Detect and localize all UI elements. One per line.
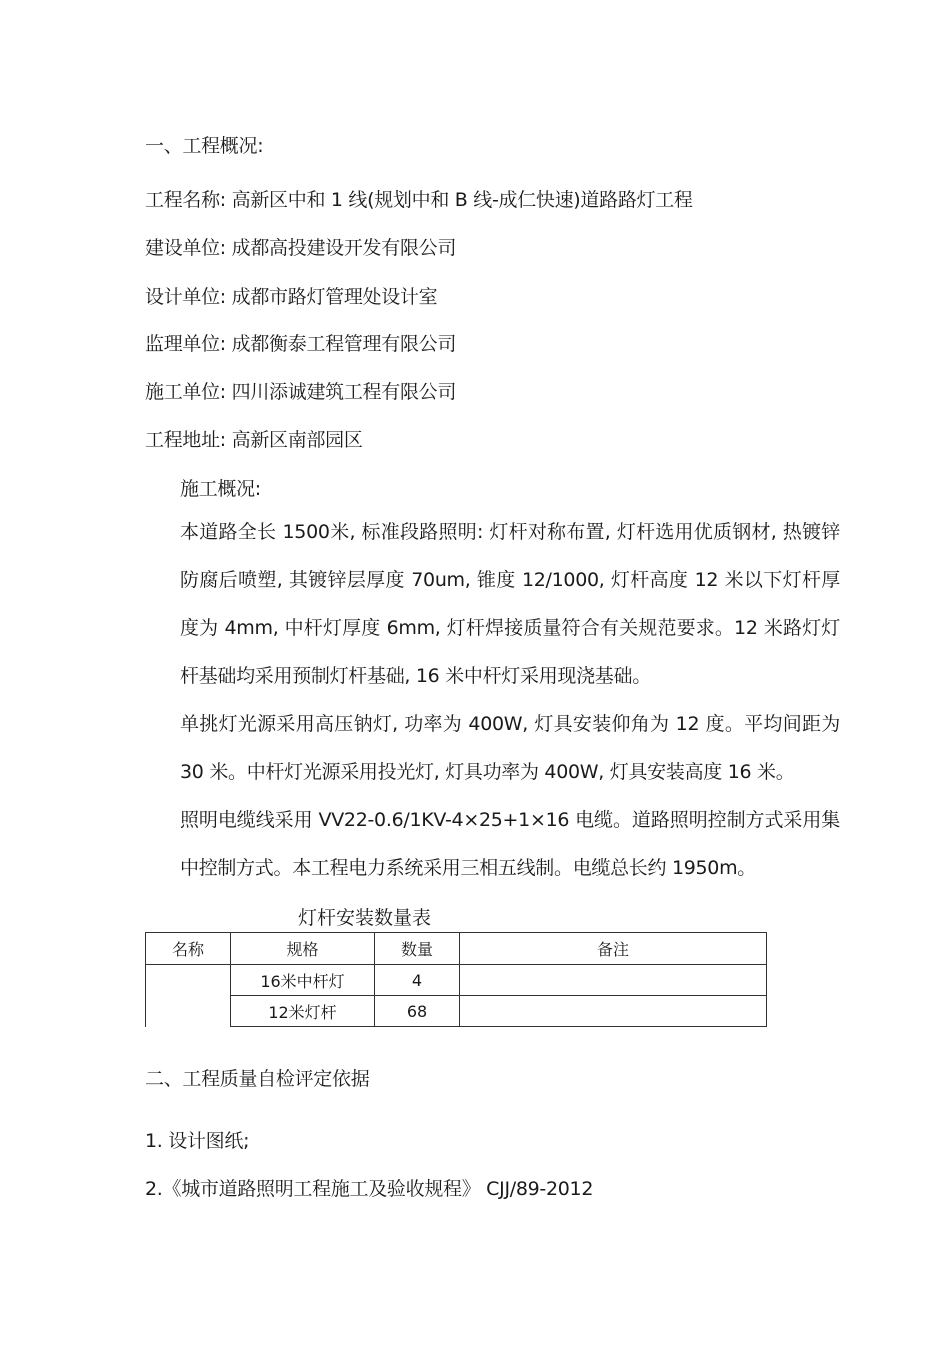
overview-paragraph-2 <box>145 700 840 796</box>
paragraph-text: 照明电缆线采用 VV22-0.6/1KV-4×25+1×16 电缆。道路照明控制方式采用集中控制方式。本工程电力系统采用三相五线制。电缆总长约 1950m。 <box>180 809 840 879</box>
table-caption: 灯杆安装数量表 <box>298 907 432 929</box>
note-cell <box>460 996 767 1027</box>
spec-cell: 16米中杆灯 <box>231 965 375 996</box>
note-cell <box>460 965 767 996</box>
table-row <box>146 996 767 1027</box>
header-note: 备注 <box>460 933 767 965</box>
overview-paragraph-1 <box>145 508 840 700</box>
section1-title: 一、工程概况: <box>145 135 264 157</box>
field-supervisor <box>145 329 456 356</box>
field-value: 高新区南部园区 <box>231 429 363 451</box>
name-cell <box>146 965 231 1027</box>
qty-cell: 4 <box>375 965 460 996</box>
header-name: 名称 <box>146 933 231 965</box>
field-value: 成都高投建设开发有限公司 <box>231 237 457 259</box>
field-label: 设计单位: <box>145 286 226 308</box>
qty-cell: 68 <box>375 996 460 1027</box>
field-project-name <box>145 185 693 212</box>
field-label: 工程名称: <box>145 189 226 211</box>
overview-title: 施工概况: <box>180 478 261 500</box>
field-label: 施工单位: <box>145 381 226 403</box>
field-label: 建设单位: <box>145 237 226 259</box>
field-owner <box>145 233 456 260</box>
field-address <box>145 425 363 452</box>
spec-cell: 12米灯杆 <box>231 996 375 1027</box>
basis-item-2: 2.《城市道路照明工程施工及验收规程》 CJJ/89-2012 <box>145 1178 594 1200</box>
header-spec: 规格 <box>231 933 375 965</box>
field-value: 成都市路灯管理处设计室 <box>231 286 438 308</box>
table-row <box>146 965 767 996</box>
paragraph-text: 单挑灯光源采用高压钠灯, 功率为 400W, 灯具安装仰角为 12 度。平均间距为 30 米。中杆灯光源采用投光灯, 灯具功率为 400W, 灯具安装高度 16 米。 <box>180 713 840 783</box>
field-designer <box>145 282 437 309</box>
overview-paragraph-3 <box>145 796 840 892</box>
lamp-quantity-table <box>145 932 767 1027</box>
field-value: 成都衡泰工程管理有限公司 <box>231 333 457 355</box>
header-qty: 数量 <box>375 933 460 965</box>
field-value: 高新区中和 1 线(规划中和 B 线-成仁快速)道路路灯工程 <box>231 189 693 211</box>
field-contractor <box>145 377 456 404</box>
table-header-row <box>146 933 767 965</box>
basis-item-1: 1. 设计图纸; <box>145 1130 250 1152</box>
section2-title: 二、工程质量自检评定依据 <box>145 1068 370 1090</box>
paragraph-text: 本道路全长 1500米, 标准段路照明: 灯杆对称布置, 灯杆选用优质钢材, 热镀锌防腐后喷塑, 其镀锌层厚度 70um, 锥度 12/1000, 灯杆高度 12 米以下灯杆厚度为 4mm, 中杆灯厚度 6mm, 灯杆焊接质量符合有关规范要求。12 米路灯灯杆基础均采用预制灯杆基础, 16 米中杆灯采用现浇基础。 <box>180 521 840 687</box>
field-value: 四川添诚建筑工程有限公司 <box>231 381 457 403</box>
field-label: 监理单位: <box>145 333 226 355</box>
field-label: 工程地址: <box>145 429 226 451</box>
